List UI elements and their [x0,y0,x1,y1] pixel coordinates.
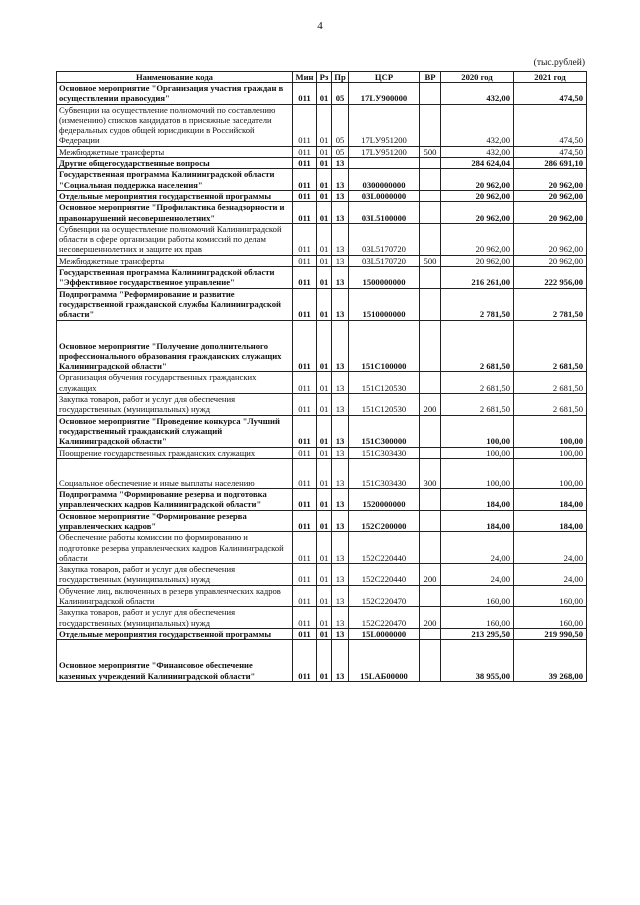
cell-2020: 38 955,00 [441,640,514,682]
cell-csr: 152C220440 [349,564,420,586]
cell-pr: 13 [332,564,349,586]
cell-min: 011 [293,255,317,266]
units-label: (тыс.рублей) [533,58,585,68]
cell-2021: 20 962,00 [514,169,587,191]
budget-table [56,71,587,682]
table-row [57,640,587,682]
cell-pr: 05 [332,83,349,105]
cell-min: 011 [293,320,317,372]
cell-csr [349,158,420,169]
cell-vr [420,190,441,201]
cell-name: Основное мероприятие "Формирование резерва управленческих кадров" [57,510,293,532]
cell-vr [420,223,441,255]
cell-vr [420,415,441,447]
cell-2020: 20 962,00 [441,202,514,224]
cell-2021: 2 681,50 [514,394,587,416]
table-row [57,202,587,224]
table-row [57,564,587,586]
cell-min: 011 [293,267,317,289]
cell-2020: 184,00 [441,489,514,511]
cell-pr: 13 [332,169,349,191]
cell-vr: 500 [420,146,441,157]
table-header-row [57,72,587,83]
cell-2020: 100,00 [441,447,514,458]
cell-min: 011 [293,628,317,639]
cell-rz: 01 [317,146,332,157]
cell-vr [420,372,441,394]
cell-rz: 01 [317,267,332,289]
cell-rz: 01 [317,458,332,488]
cell-rz: 01 [317,447,332,458]
cell-pr: 05 [332,146,349,157]
cell-name: Отдельные мероприятия государственной программы [57,628,293,639]
cell-2021: 474,50 [514,83,587,105]
cell-pr: 13 [332,372,349,394]
table-row [57,372,587,394]
cell-min: 011 [293,510,317,532]
cell-csr: 1510000000 [349,288,420,320]
cell-2021: 474,50 [514,146,587,157]
table-row [57,146,587,157]
cell-csr: 151C303430 [349,458,420,488]
cell-min: 011 [293,158,317,169]
cell-2020: 100,00 [441,415,514,447]
cell-rz: 01 [317,510,332,532]
cell-vr [420,104,441,146]
cell-vr: 300 [420,458,441,488]
cell-2020: 20 962,00 [441,169,514,191]
cell-2021: 20 962,00 [514,202,587,224]
cell-pr: 13 [332,255,349,266]
table-row [57,628,587,639]
cell-csr: 1520000000 [349,489,420,511]
cell-csr: 15L0000000 [349,628,420,639]
header-year-2020: 2020 год [441,72,514,83]
cell-rz: 01 [317,169,332,191]
cell-pr: 13 [332,532,349,564]
cell-csr: 151C120530 [349,372,420,394]
cell-pr: 13 [332,585,349,607]
header-year-2021: 2021 год [514,72,587,83]
cell-vr: 200 [420,607,441,629]
table-row [57,83,587,105]
cell-2020: 24,00 [441,532,514,564]
table-row [57,267,587,289]
cell-2021: 286 691,10 [514,158,587,169]
cell-2021: 2 681,50 [514,372,587,394]
cell-rz: 01 [317,83,332,105]
cell-rz: 01 [317,640,332,682]
cell-name: Закупка товаров, работ и услуг для обеспечения государственных (муниципальных) нужд [57,607,293,629]
cell-min: 011 [293,288,317,320]
cell-csr: 17LУ900000 [349,83,420,105]
cell-rz: 01 [317,532,332,564]
cell-name: Основное мероприятие "Проведение конкурса "Лучший государственный гражданский служащий Калининградской области" [57,415,293,447]
cell-2020: 24,00 [441,564,514,586]
cell-pr: 13 [332,640,349,682]
cell-vr: 500 [420,255,441,266]
cell-rz: 01 [317,255,332,266]
cell-2020: 160,00 [441,607,514,629]
cell-pr: 13 [332,447,349,458]
cell-csr: 152C220440 [349,532,420,564]
cell-min: 011 [293,169,317,191]
cell-rz: 01 [317,415,332,447]
cell-pr: 13 [332,320,349,372]
cell-csr: 03L5100000 [349,202,420,224]
cell-pr: 13 [332,223,349,255]
cell-pr: 13 [332,394,349,416]
cell-rz: 01 [317,372,332,394]
cell-rz: 01 [317,190,332,201]
cell-name: Субвенции на осуществление полномочий по составлению (изменению) списков кандидатов в присяжные заседатели федеральных судов общей юрисдикции в Российской Федерации [57,104,293,146]
cell-2021: 39 268,00 [514,640,587,682]
cell-name: Государственная программа Калининградской области "Эффективное государственное управление" [57,267,293,289]
table-row [57,458,587,488]
cell-csr: 151C100000 [349,320,420,372]
cell-pr: 13 [332,202,349,224]
cell-min: 011 [293,190,317,201]
cell-rz: 01 [317,607,332,629]
cell-csr: 152C220470 [349,585,420,607]
cell-2020: 213 295,50 [441,628,514,639]
cell-2020: 284 624,04 [441,158,514,169]
cell-vr [420,267,441,289]
cell-rz: 01 [317,320,332,372]
cell-vr [420,169,441,191]
cell-csr: 17LУ951200 [349,146,420,157]
cell-2021: 24,00 [514,532,587,564]
cell-rz: 01 [317,564,332,586]
cell-name: Закупка товаров, работ и услуг для обеспечения государственных (муниципальных) нужд [57,564,293,586]
cell-2020: 20 962,00 [441,223,514,255]
cell-min: 011 [293,564,317,586]
cell-name: Отдельные мероприятия государственной программы [57,190,293,201]
cell-2021: 20 962,00 [514,223,587,255]
cell-vr [420,640,441,682]
cell-2021: 2 781,50 [514,288,587,320]
cell-csr: 151C300000 [349,415,420,447]
cell-min: 011 [293,415,317,447]
cell-min: 011 [293,202,317,224]
cell-csr: 17LУ951200 [349,104,420,146]
cell-vr [420,320,441,372]
table-row [57,585,587,607]
cell-min: 011 [293,83,317,105]
cell-name: Государственная программа Калининградской области "Социальная поддержка населения" [57,169,293,191]
cell-name: Основное мероприятие "Профилактика безнадзорности и правонарушений несовершеннолетних" [57,202,293,224]
cell-2021: 184,00 [514,489,587,511]
table-row [57,190,587,201]
header-pr: Пр [332,72,349,83]
cell-csr: 03L5170720 [349,223,420,255]
cell-rz: 01 [317,202,332,224]
cell-2020: 2 681,50 [441,320,514,372]
cell-vr [420,489,441,511]
table-row [57,288,587,320]
cell-2020: 20 962,00 [441,255,514,266]
cell-vr [420,158,441,169]
cell-name: Организация обучения государственных гражданских служащих [57,372,293,394]
cell-name: Обучение лиц, включенных в резерв управленческих кадров Калининградской области [57,585,293,607]
cell-2021: 222 956,00 [514,267,587,289]
cell-min: 011 [293,489,317,511]
cell-2021: 100,00 [514,458,587,488]
cell-rz: 01 [317,394,332,416]
cell-2020: 2 681,50 [441,394,514,416]
cell-csr: 15LAБ00000 [349,640,420,682]
cell-rz: 01 [317,223,332,255]
cell-csr: 1500000000 [349,267,420,289]
page-number: 4 [317,20,323,32]
cell-min: 011 [293,607,317,629]
cell-2021: 184,00 [514,510,587,532]
cell-pr: 13 [332,415,349,447]
cell-vr [420,585,441,607]
cell-name: Подпрограмма "Реформирование и развитие государственной гражданской службы Калининградской области" [57,288,293,320]
cell-2021: 160,00 [514,585,587,607]
cell-pr: 13 [332,607,349,629]
cell-2021: 20 962,00 [514,255,587,266]
cell-name: Обеспечение работы комиссии по формированию и подготовке резерва управленческих кадров Калининградской области [57,532,293,564]
cell-name: Основное мероприятие "Организация участия граждан в осуществлении правосудия" [57,83,293,105]
cell-vr [420,447,441,458]
header-csr: ЦСР [349,72,420,83]
cell-min: 011 [293,458,317,488]
cell-csr: 151C303430 [349,447,420,458]
cell-2020: 100,00 [441,458,514,488]
table-row [57,104,587,146]
header-rz: Рз [317,72,332,83]
cell-min: 011 [293,394,317,416]
cell-pr: 13 [332,489,349,511]
cell-vr: 200 [420,564,441,586]
cell-2020: 184,00 [441,510,514,532]
cell-2021: 219 990,50 [514,628,587,639]
cell-csr: 151C120530 [349,394,420,416]
table-row [57,510,587,532]
cell-2021: 160,00 [514,607,587,629]
cell-rz: 01 [317,104,332,146]
cell-vr [420,288,441,320]
cell-2020: 216 261,00 [441,267,514,289]
cell-min: 011 [293,223,317,255]
table-row [57,169,587,191]
table-row [57,394,587,416]
cell-pr: 05 [332,104,349,146]
header-vr: ВР [420,72,441,83]
cell-2020: 432,00 [441,104,514,146]
cell-rz: 01 [317,489,332,511]
table-row [57,489,587,511]
cell-2020: 20 962,00 [441,190,514,201]
cell-2021: 24,00 [514,564,587,586]
cell-vr [420,628,441,639]
cell-name: Межбюджетные трансферты [57,146,293,157]
cell-vr [420,202,441,224]
table-row [57,255,587,266]
cell-name: Субвенции на осуществление полномочий Калининградской области в сфере организации работы комиссий по делам несовершеннолетних и защите их прав [57,223,293,255]
table-row [57,447,587,458]
cell-name: Подпрограмма "Формирование резерва и подготовка управленческих кадров Калининградской области" [57,489,293,511]
cell-csr: 03L5170720 [349,255,420,266]
cell-pr: 13 [332,628,349,639]
cell-csr: 03L0000000 [349,190,420,201]
cell-2021: 20 962,00 [514,190,587,201]
cell-vr [420,510,441,532]
cell-2020: 432,00 [441,83,514,105]
cell-name: Социальное обеспечение и иные выплаты населению [57,458,293,488]
cell-vr [420,532,441,564]
cell-name: Основное мероприятие "Получение дополнительного профессионального образования гражданских служащих Калининградской области" [57,320,293,372]
cell-pr: 13 [332,288,349,320]
cell-pr: 13 [332,458,349,488]
header-name: Наименование кода [57,72,293,83]
cell-2020: 2 681,50 [441,372,514,394]
cell-name: Межбюджетные трансферты [57,255,293,266]
cell-2021: 100,00 [514,447,587,458]
cell-2020: 2 781,50 [441,288,514,320]
cell-2020: 432,00 [441,146,514,157]
table-row [57,320,587,372]
cell-min: 011 [293,585,317,607]
cell-min: 011 [293,146,317,157]
cell-rz: 01 [317,158,332,169]
cell-rz: 01 [317,585,332,607]
cell-csr: 152C220470 [349,607,420,629]
cell-min: 011 [293,104,317,146]
cell-csr: 152C200000 [349,510,420,532]
cell-2021: 474,50 [514,104,587,146]
cell-2021: 100,00 [514,415,587,447]
cell-name: Закупка товаров, работ и услуг для обеспечения государственных (муниципальных) нужд [57,394,293,416]
cell-pr: 13 [332,510,349,532]
cell-2021: 2 681,50 [514,320,587,372]
cell-rz: 01 [317,628,332,639]
cell-pr: 13 [332,158,349,169]
cell-pr: 13 [332,190,349,201]
cell-2020: 160,00 [441,585,514,607]
cell-name: Другие общегосударственные вопросы [57,158,293,169]
cell-min: 011 [293,532,317,564]
cell-csr: 0300000000 [349,169,420,191]
table-row [57,415,587,447]
cell-min: 011 [293,447,317,458]
table-row [57,607,587,629]
cell-vr [420,83,441,105]
header-min: Мин [293,72,317,83]
cell-min: 011 [293,372,317,394]
cell-name: Основное мероприятие "Финансовое обеспечение казенных учреждений Калининградской области" [57,640,293,682]
table-row [57,532,587,564]
table-row [57,223,587,255]
cell-vr: 200 [420,394,441,416]
table-row [57,158,587,169]
cell-rz: 01 [317,288,332,320]
cell-pr: 13 [332,267,349,289]
cell-name: Поощрение государственных гражданских служащих [57,447,293,458]
cell-min: 011 [293,640,317,682]
